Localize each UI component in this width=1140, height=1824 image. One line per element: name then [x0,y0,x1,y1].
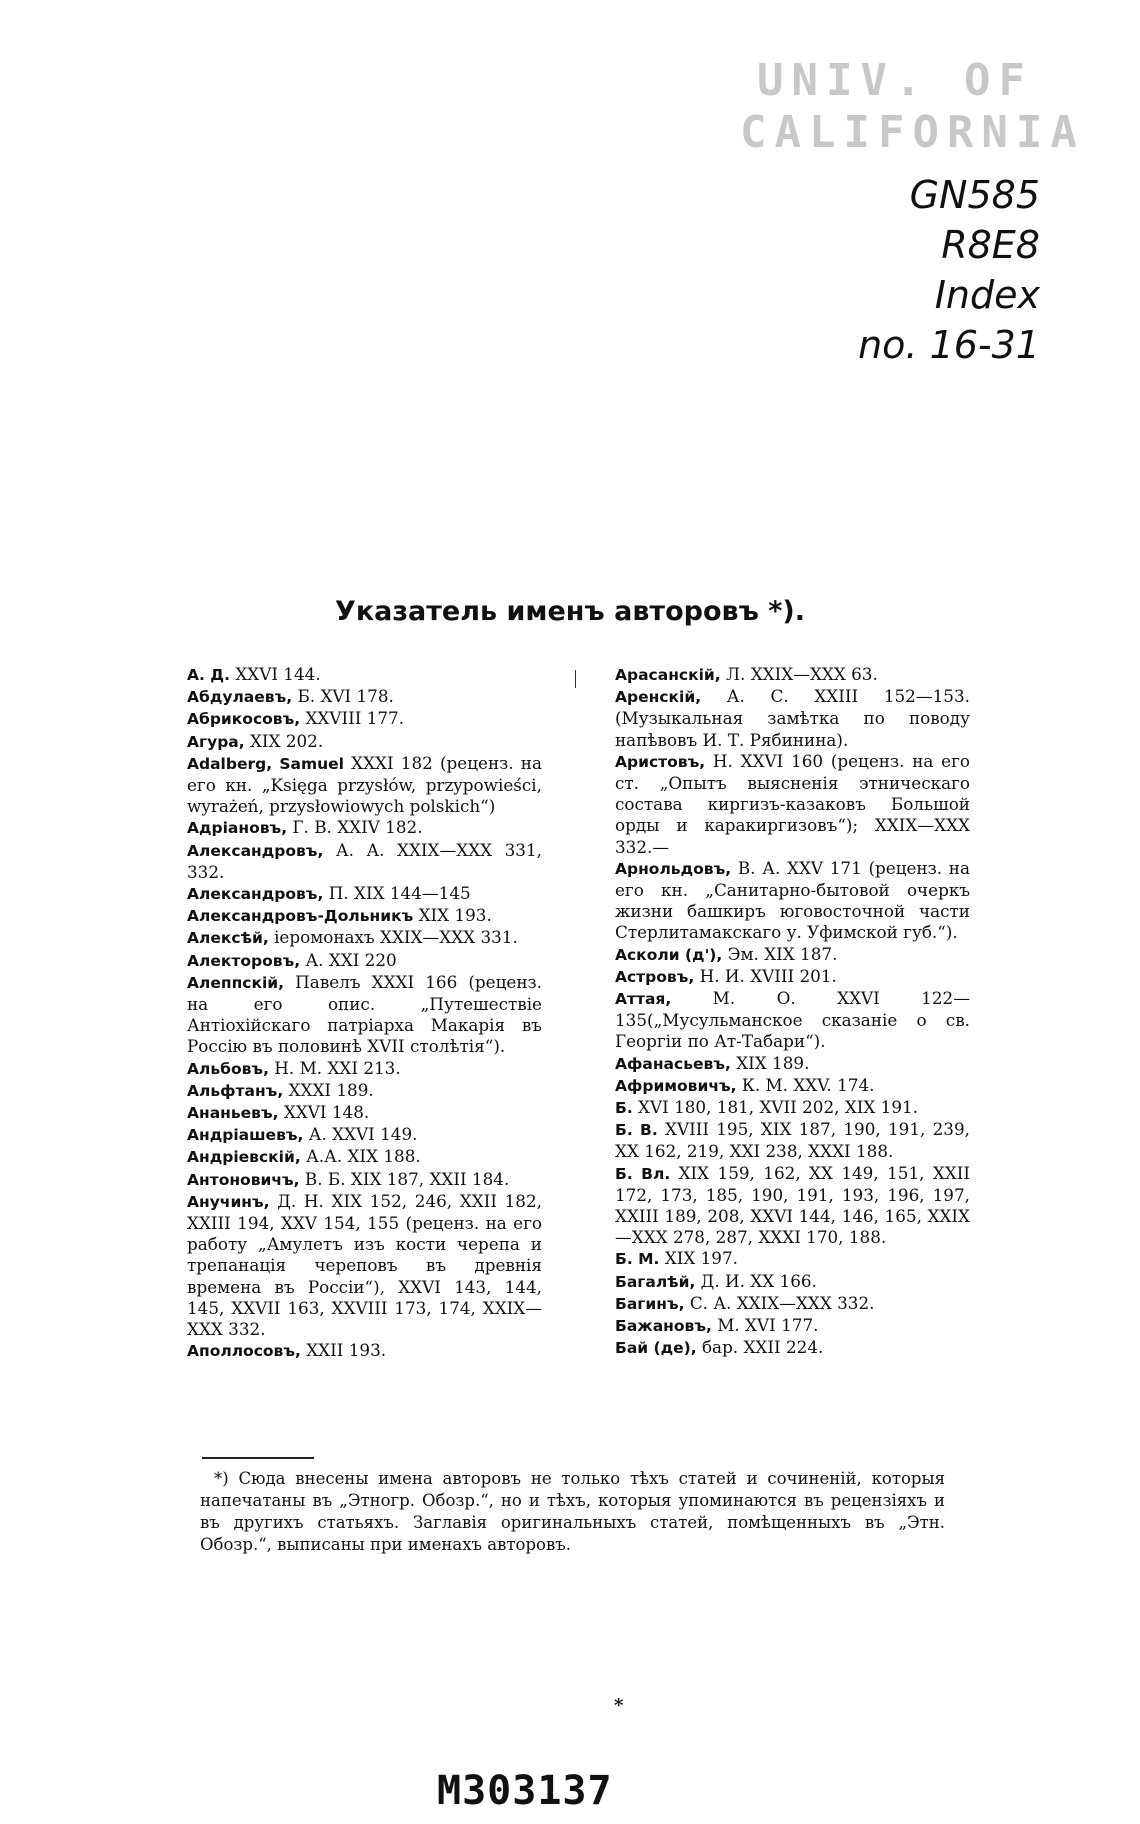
author-name: Adalberg, Samuel [187,754,344,773]
entry-reference: XXII 193. [300,1340,387,1361]
handwritten-line: GN585 [909,173,1040,217]
index-entry [615,988,970,1053]
author-name: Аренскій, [615,688,702,707]
author-name: Александровъ, [187,841,324,860]
entry-reference: Павелъ XXXI 166 (реценз. на его опис. „Путешествіе Антіохійскаго патріарха Макарія въ Россію въ половинѣ XVII столѣтія“). [187,971,542,1057]
right-column [615,664,970,1360]
entry-reference: В. А. XXV 171 (реценз. на его кн. „Санитарно-бытовой очеркъ жизни башкиръ юговосточной части Стерлитамакскаго у. Уфимской губ.“). [615,857,970,943]
entry-reference: XXVI 148. [278,1102,370,1123]
index-entry [615,944,970,966]
entry-reference: Д. Н. XIX 152, 246, XXII 182, XXIII 194, XXV 154, 155 (реценз. на его работу „Амулетъ изъ кости черепа и трепанація череповъ въ древнія времена въ Россіи“), XXVI 143, 144, 145, XXVII 163, XXVIII 173, 174, XXIX—XXX 332. [187,1190,542,1340]
entry-reference: XIX 197. [659,1248,738,1269]
index-entry [187,883,542,905]
author-name: Абдулаевъ, [187,688,293,707]
entry-reference: А. С. XXIII 152—153. (Музыкальная замѣтка по поводу напѣвовъ И. Т. Рябинина). [615,686,970,750]
author-name: Асколи (д'), [615,945,723,964]
index-entry [187,731,542,753]
index-entry [615,664,970,686]
author-name: Александровъ, [187,885,324,904]
author-name: Астровъ, [615,967,695,986]
index-entry [187,1058,542,1080]
author-name: Андріевскій, [187,1148,301,1167]
index-entry [615,858,970,944]
page-mark: * [614,1695,624,1716]
entry-reference: Л. XXIX—XXX 63. [720,664,878,684]
footnote-rule [202,1457,314,1459]
author-name: Арнольдовъ, [615,859,732,878]
author-name: Бажановъ, [615,1317,712,1336]
entry-reference: Эм. XIX 187. [722,943,838,964]
index-entry [615,751,970,858]
entry-reference: К. М. XXV. 174. [736,1074,875,1095]
entry-reference: М. О. XXVI 122—135(„Мусульманское сказаніе о св. Георгіи по Ат-Табари“). [615,988,970,1052]
page-title: Указатель именъ авторовъ *). [335,596,805,627]
entry-reference: XVIII 195, XIX 187, 190, 191, 239, XX 162, 219, XXI 238, XXXI 188. [615,1119,970,1162]
entry-reference: А. XXVI 149. [303,1124,418,1145]
library-stamp [740,55,1085,159]
stamp-line: CALIFORNIA [740,107,1085,158]
index-entry [187,840,542,883]
entry-reference: іеромонахъ XXIX—XXX 331. [268,927,518,948]
index-entry [187,905,542,927]
handwritten-line: R8E8 [941,223,1040,267]
entry-reference: XXXI 189. [283,1079,374,1100]
entry-reference: XXXI 182 (реценз. на его кн. „Księga przysłów, przypowieści, wyrażeń, przysłowiowych polskich“) [187,752,542,817]
author-name: Аристовъ, [615,752,706,771]
footnote: *) Сюда внесены имена авторовъ не только тѣхъ статей и сочиненій, которыя напечатаны въ „Этногр. Обозр.“, но и тѣхъ, которыя упоминаются въ рецензіяхъ и въ другихъ статьяхъ. Заглавія оригинальныхъ статей, помѣщенныхъ въ „Этн. Обозр.“, выписаны при именахъ авторовъ. [200,1469,945,1554]
entry-reference: XIX 202. [244,730,324,751]
author-name: Б. Вл. [615,1164,671,1183]
index-entry [187,927,542,949]
entry-reference: А. XXI 220 [300,949,397,970]
index-entry [187,817,542,839]
author-name: А. Д. [187,666,230,684]
index-entry [187,1102,542,1124]
index-entry [615,966,970,988]
author-name: Алеппскій, [187,973,285,992]
index-entry [615,1163,970,1249]
handwritten-line: Index [934,273,1040,317]
entry-reference: С. А. XXIX—XXX 332. [684,1292,875,1313]
index-entry [615,1293,970,1315]
index-entry [615,1053,970,1075]
index-entry [615,1075,970,1097]
index-entry [615,1271,970,1293]
author-name: Арасанскій, [615,666,721,684]
author-name: Б. [615,1099,633,1118]
author-name: Альфтанъ, [187,1081,284,1100]
index-entry [615,1119,970,1162]
index-entry [187,708,542,730]
index-entry [187,1169,542,1191]
author-name: Аполлосовъ, [187,1342,301,1361]
author-name: Антоновичъ, [187,1170,300,1189]
author-name: Андріашевъ, [187,1126,304,1145]
entry-reference: А.А. XIX 188. [300,1146,421,1167]
author-name: Агура, [187,732,245,751]
entry-reference: Г. В. XXIV 182. [287,817,423,838]
index-entry [187,950,542,972]
handwritten-call-number [800,170,1040,370]
index-entry [187,1191,542,1340]
entry-reference: Б. XVI 178. [292,686,394,707]
author-name: Афримовичъ, [615,1076,737,1095]
author-name: Багинъ, [615,1294,685,1313]
entry-reference: XIX 159, 162, XX 149, 151, XXII 172, 173, 185, 190, 191, 193, 196, 197, XXIII 189, 208, XXVI 144, 146, 165, XXIX—XXX 278, 287, XXXI 170, 188. [615,1162,970,1248]
index-entry [615,1248,970,1270]
author-name: Бай (де), [615,1339,697,1358]
handwritten-line: no. 16-31 [858,323,1040,367]
author-name: Б. М. [615,1250,660,1269]
index-entry [187,1080,542,1102]
index-entry [187,753,542,818]
author-name: Анучинъ, [187,1192,270,1211]
entry-reference: А. А. XXIX—XXX 331, 332. [187,839,542,882]
author-name: Б. В. [615,1121,658,1140]
entry-reference: XXVIII 177. [300,708,405,729]
index-entry [187,1146,542,1168]
author-name: Адріановъ, [187,819,288,838]
author-name: Абрикосовъ, [187,710,301,729]
entry-reference: бар. XXII 224. [696,1337,824,1358]
column-divider [575,670,576,688]
index-entry [615,686,970,751]
index-entry [187,1124,542,1146]
entry-reference: В. Б. XIX 187, XXII 184. [299,1168,510,1189]
entry-reference: XXVI 144. [229,664,321,684]
entry-reference: Д. И. XX 166. [695,1270,817,1291]
author-name: Афанасьевъ, [615,1054,731,1073]
index-entry [187,664,542,686]
entry-reference: П. XIX 144—145 [323,883,471,904]
entry-reference: Н. М. XXI 213. [268,1057,401,1078]
index-entry [615,1337,970,1359]
index-entry [187,972,542,1058]
entry-reference: XIX 189. [730,1052,810,1073]
left-column [187,664,542,1363]
entry-reference: М. XVI 177. [711,1315,819,1336]
author-name: Багалѣй, [615,1272,696,1291]
shelf-number: M303137 [437,1768,613,1814]
author-name: Ананьевъ, [187,1104,279,1123]
author-name: Алекторовъ, [187,951,301,970]
entry-reference: XIX 193. [413,905,492,926]
entry-reference: Н. И. XVIII 201. [694,965,837,986]
index-entry [615,1315,970,1337]
author-name: Александровъ-Дольникъ [187,907,414,926]
author-name: Аттая, [615,990,672,1009]
index-entry [187,1340,542,1362]
entry-reference: XVI 180, 181, XVII 202, XIX 191. [632,1097,919,1118]
index-entry [187,686,542,708]
author-name: Алексѣй, [187,929,269,948]
stamp-line: UNIV. OF [757,55,1033,106]
entry-reference: Н. XXVI 160 (реценз. на его ст. „Опытъ выясненія этническаго состава киргизъ-казаковъ Большой орды и каракиргизовъ“); XXIX—XXX 332.— [615,750,970,857]
index-entry [615,1097,970,1119]
author-name: Альбовъ, [187,1059,269,1078]
